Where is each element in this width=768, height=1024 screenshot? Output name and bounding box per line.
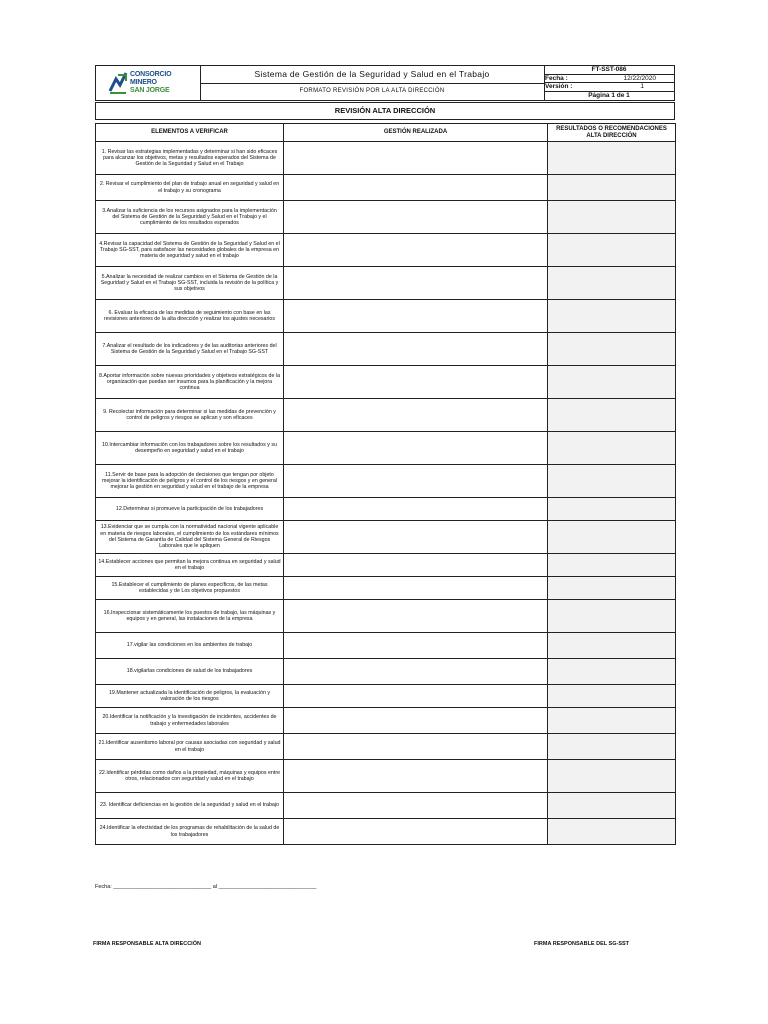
resultado-cell[interactable] xyxy=(548,819,676,845)
column-header-elementos: ELEMENTOS A VERIFICAR xyxy=(96,124,284,142)
date-range-line: Fecha: ________________________________ al ________________________________ xyxy=(95,884,317,890)
gestion-cell[interactable] xyxy=(284,708,548,734)
elemento-cell: 9. Recolectar información para determinar si las medidas de prevención y control de peligros y riesgos se aplican y son eficaces xyxy=(96,399,284,432)
version-label: Versión : xyxy=(545,83,573,90)
column-header-resultados: RESULTADOS O RECOMENDACIONES ALTA DIRECCIÓN xyxy=(548,124,676,142)
elemento-cell: 6. Evaluar la eficacia de las medidas de seguimiento con base en las revisiones anteriores de la alta dirección y realizar los ajustes necesarios xyxy=(96,300,284,333)
table-row xyxy=(96,708,676,734)
gestion-cell[interactable] xyxy=(284,760,548,793)
elemento-cell: 7.Analizar el resultado de los indicadores y de las auditorias anteriores del Sistema de Gestión de la Seguridad y Salud en el Trabajo SG-SST xyxy=(96,333,284,366)
consorcio-logo-icon xyxy=(108,71,128,95)
gestion-cell[interactable] xyxy=(284,685,548,708)
resultado-cell[interactable] xyxy=(548,708,676,734)
resultado-cell[interactable] xyxy=(548,300,676,333)
gestion-cell[interactable] xyxy=(284,142,548,175)
resultado-cell[interactable] xyxy=(548,659,676,685)
resultado-cell[interactable] xyxy=(548,201,676,234)
gestion-cell[interactable] xyxy=(284,399,548,432)
fecha-value: 12/22/2020 xyxy=(623,74,656,82)
review-table xyxy=(95,123,676,845)
meta-version-row xyxy=(544,83,674,92)
table-row xyxy=(96,498,676,521)
gestion-cell[interactable] xyxy=(284,659,548,685)
gestion-cell[interactable] xyxy=(284,333,548,366)
elemento-cell: 23. Identificar deficiencias en la gestión de la seguridad y salud en el trabajo xyxy=(96,793,284,819)
fecha-label: Fecha : xyxy=(545,74,568,82)
gestion-cell[interactable] xyxy=(284,465,548,498)
document-subtitle: FORMATO REVISIÓN POR LA ALTA DIRECCIÓN xyxy=(200,83,545,100)
resultado-cell[interactable] xyxy=(548,498,676,521)
gestion-cell[interactable] xyxy=(284,432,548,465)
resultado-cell[interactable] xyxy=(548,267,676,300)
elemento-cell: 4.Revisar la capacidad del Sistema de Gestión de la Seguridad y Salud en el Trabajo SG-SST, para satisfacer las necesidades globales de la empresa en materia de seguridad y salud en el trabajo xyxy=(96,234,284,267)
resultado-cell[interactable] xyxy=(548,432,676,465)
elemento-cell: 22.Identificar pérdidas como daños a la propiedad, máquinas y equipos entre otros, relacionados con seguridad y salud en el trabajo xyxy=(96,760,284,793)
elemento-cell: 24.Identificar la efectividad de los programas de rehabilitación de la salud de los trabajadores xyxy=(96,819,284,845)
signature-label-alta-direccion: FIRMA RESPONSABLE ALTA DIRECCIÓN xyxy=(93,941,201,947)
resultado-cell[interactable] xyxy=(548,399,676,432)
elemento-cell: 12.Determinar si promueve la participación de los trabajadores xyxy=(96,498,284,521)
pagina-label: Página 1 de 1 xyxy=(588,91,630,99)
gestion-cell[interactable] xyxy=(284,267,548,300)
gestion-cell[interactable] xyxy=(284,819,548,845)
section-title: REVISIÓN ALTA DIRECCIÓN xyxy=(95,102,675,120)
table-row xyxy=(96,659,676,685)
elemento-cell: 1. Revisar las estrategias implementadas y determinar si han sido eficaces para alcanzar los objetivos, metas y resultados esperados del Sistema de Gestión de la Seguridad y Salud en el Trabajo xyxy=(96,142,284,175)
elemento-cell: 10.Intercambiar información con los trabajadores sobre los resultados y su desempeño en seguridad y salud en el trabajo xyxy=(96,432,284,465)
table-row xyxy=(96,300,676,333)
elemento-cell: 8.Aportar información sobre nuevas prioridades y objetivos estratégicos de la organización que puedan ser insumos para la planificación y la mejora continua xyxy=(96,366,284,399)
elemento-cell: 21.Identificar ausentismo laboral por causas asociadas con seguridad y salud en el trabajo xyxy=(96,734,284,760)
resultado-cell[interactable] xyxy=(548,577,676,600)
gestion-cell[interactable] xyxy=(284,498,548,521)
resultado-cell[interactable] xyxy=(548,366,676,399)
elemento-cell: 15.Establecer el cumplimiento de planes específicos, de las metas establecidas y de Los objetivos propuestos xyxy=(96,577,284,600)
table-row xyxy=(96,142,676,175)
table-row xyxy=(96,633,676,659)
version-value: 1 xyxy=(640,83,644,90)
table-row xyxy=(96,432,676,465)
document-header xyxy=(95,65,675,101)
elemento-cell: 18.vigilarlas condiciones de salud de los trabajadores xyxy=(96,659,284,685)
table-row xyxy=(96,577,676,600)
document-title: Sistema de Gestión de la Seguridad y Salud en el Trabajo xyxy=(200,66,545,84)
logo-cell xyxy=(96,66,201,100)
table-row xyxy=(96,333,676,366)
table-row xyxy=(96,234,676,267)
resultado-cell[interactable] xyxy=(548,175,676,201)
resultado-cell[interactable] xyxy=(548,760,676,793)
resultado-cell[interactable] xyxy=(548,734,676,760)
logo-line-2: MINERO xyxy=(130,79,157,86)
table-row xyxy=(96,366,676,399)
gestion-cell[interactable] xyxy=(284,554,548,577)
resultado-cell[interactable] xyxy=(548,465,676,498)
table-row xyxy=(96,819,676,845)
gestion-cell[interactable] xyxy=(284,521,548,554)
resultado-cell[interactable] xyxy=(548,333,676,366)
resultado-cell[interactable] xyxy=(548,633,676,659)
gestion-cell[interactable] xyxy=(284,201,548,234)
elemento-cell: 13.Evidenciar que se cumpla con la normatividad nacional vigente aplicable en materia de riesgos laborales, el cumplimiento de los estándares mínimos del Sistema de Garantía de Calidad del Sistema General de Riesgos Laborales que le apliquen xyxy=(96,521,284,554)
table-row xyxy=(96,521,676,554)
column-header-gestion: GESTIÓN REALIZADA xyxy=(284,124,548,142)
gestion-cell[interactable] xyxy=(284,734,548,760)
resultado-cell[interactable] xyxy=(548,793,676,819)
table-row xyxy=(96,793,676,819)
elemento-cell: 14.Establecer acciones que permitan la mejora continua en seguridad y salud en el trabajo xyxy=(96,554,284,577)
table-row xyxy=(96,201,676,234)
signature-label-sg-sst: FIRMA RESPONSABLE DEL SG-SST xyxy=(534,941,630,947)
resultado-cell[interactable] xyxy=(548,554,676,577)
elemento-cell: 3.Analizar la suficiencia de los recursos asignados para la implementación del Sistema de Gestión de la Seguridad y Salud en el Trabajo y el cumplimiento de los resultados esperados xyxy=(96,201,284,234)
gestion-cell[interactable] xyxy=(284,300,548,333)
resultado-cell[interactable] xyxy=(548,600,676,633)
table-row xyxy=(96,734,676,760)
table-row xyxy=(96,760,676,793)
gestion-cell[interactable] xyxy=(284,793,548,819)
document-code: FT-SST-086 xyxy=(591,66,627,73)
table-header-row xyxy=(96,124,676,142)
meta-pagina-row xyxy=(544,92,674,101)
resultado-cell[interactable] xyxy=(548,521,676,554)
elemento-cell: 19.Mantener actualizada la identificación de peligros, la evaluación y valoración de los riesgos xyxy=(96,685,284,708)
gestion-cell[interactable] xyxy=(284,633,548,659)
elemento-cell: 11.Servir de base para la adopción de decisiones que tengan por objeto mejorar la identificación de peligros y el control de los riesgos y en general mejorar la gestión en seguridad y salud en el trabajo de la empresa xyxy=(96,465,284,498)
gestion-cell[interactable] xyxy=(284,600,548,633)
gestion-cell[interactable] xyxy=(284,577,548,600)
table-row xyxy=(96,399,676,432)
table-row xyxy=(96,554,676,577)
meta-fecha-row xyxy=(544,75,674,84)
table-row xyxy=(96,685,676,708)
gestion-cell[interactable] xyxy=(284,175,548,201)
elemento-cell: 2. Revisar el cumplimiento del plan de trabajo anual en seguridad y salud en el trabajo y su cronograma xyxy=(96,175,284,201)
table-row xyxy=(96,267,676,300)
elemento-cell: 17.vigilar las condiciones en los ambientes de trabajo xyxy=(96,633,284,659)
table-row xyxy=(96,465,676,498)
meta-code-row xyxy=(544,66,674,75)
resultado-cell[interactable] xyxy=(548,142,676,175)
table-row xyxy=(96,600,676,633)
gestion-cell[interactable] xyxy=(284,366,548,399)
logo-line-3: SAN JORGE xyxy=(130,87,170,94)
gestion-cell[interactable] xyxy=(284,234,548,267)
elemento-cell: 16.Inspeccionar sistemáticamente los puestos de trabajo, las máquinas y equipos y en general, las instalaciones de la empresa xyxy=(96,600,284,633)
logo-line-1: CONSORCIO xyxy=(130,71,172,78)
elemento-cell: 5.Analizar la necesidad de realizar cambios en el Sistema de Gestión de la Seguridad y Salud en el Trabajo SG-SST, incluida la revisión de la política y sus objetivos xyxy=(96,267,284,300)
resultado-cell[interactable] xyxy=(548,685,676,708)
elemento-cell: 20.Identificar la notificación y la investigación de incidentes, accidentes de trabajo y enfermedades laborales xyxy=(96,708,284,734)
table-row xyxy=(96,175,676,201)
resultado-cell[interactable] xyxy=(548,234,676,267)
